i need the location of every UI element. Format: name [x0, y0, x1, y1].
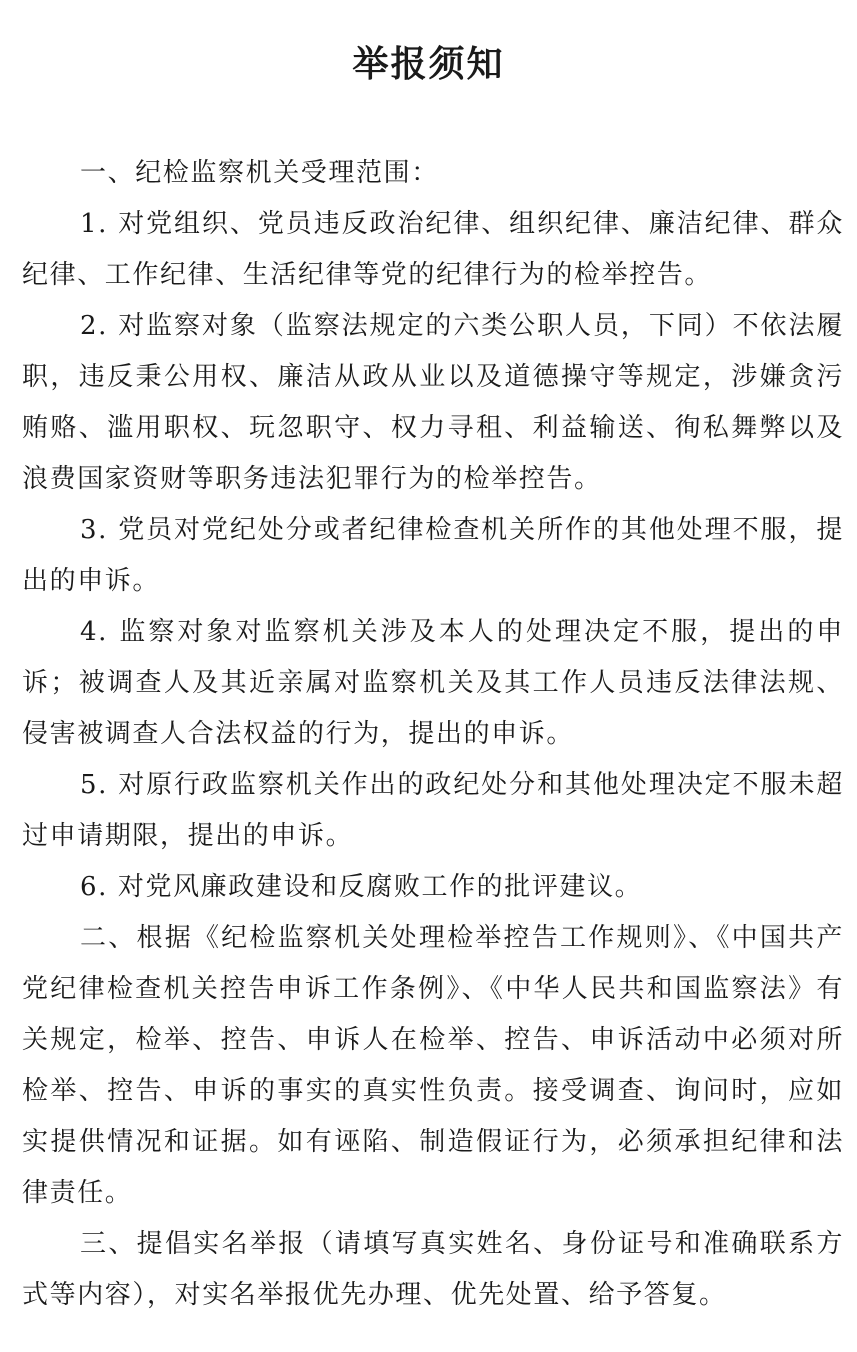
scope-item-4: 4. 监察对象对监察机关涉及本人的处理决定不服，提出的申诉；被调查人及其近亲属对监察机关及其工作人员违反法律法规、侵害被调查人合法权益的行为，提出的申诉。: [22, 617, 844, 749]
scope-item-5: 5. 对原行政监察机关作出的政纪处分和其他处理决定不服未超过申请期限，提出的申诉。: [22, 770, 844, 851]
document-body: [22, 148, 844, 1321]
section-truthfulness: 二、根据《纪检监察机关处理检举控告工作规则》、《中国共产党纪律检查机关控告申诉工作条例》、《中华人民共和国监察法》有关规定，检举、控告、申诉人在检举、控告、申诉活动中必须对所检举、控告、申诉的事实的真实性负责。接受调查、询问时，应如实提供情况和证据。如有诬陷、制造假证行为，必须承担纪律和法律责任。: [22, 923, 844, 1208]
scope-item-6: 6. 对党风廉政建设和反腐败工作的批评建议。: [80, 872, 643, 902]
document-title: 举报须知: [352, 43, 505, 85]
scope-item-1: 1. 对党组织、党员违反政治纪律、组织纪律、廉洁纪律、群众纪律、工作纪律、生活纪律等党的纪律行为的检举控告。: [22, 209, 844, 290]
section-heading-scope: 一、纪检监察机关受理范围：: [80, 158, 439, 188]
scope-item-2: 2. 对监察对象（监察法规定的六类公职人员，下同）不依法履职，违反秉公用权、廉洁从政从业以及道德操守等规定，涉嫌贪污贿赂、滥用职权、玩忽职守、权力寻租、利益输送、徇私舞弊以及浪费国家资财等职务违法犯罪行为的检举控告。: [22, 311, 844, 494]
section-real-name: 三、提倡实名举报（请填写真实姓名、身份证号和准确联系方式等内容），对实名举报优先办理、优先处置、给予答复。: [22, 1229, 844, 1310]
scope-item-3: 3. 党员对党纪处分或者纪律检查机关所作的其他处理不服，提出的申诉。: [22, 515, 844, 596]
